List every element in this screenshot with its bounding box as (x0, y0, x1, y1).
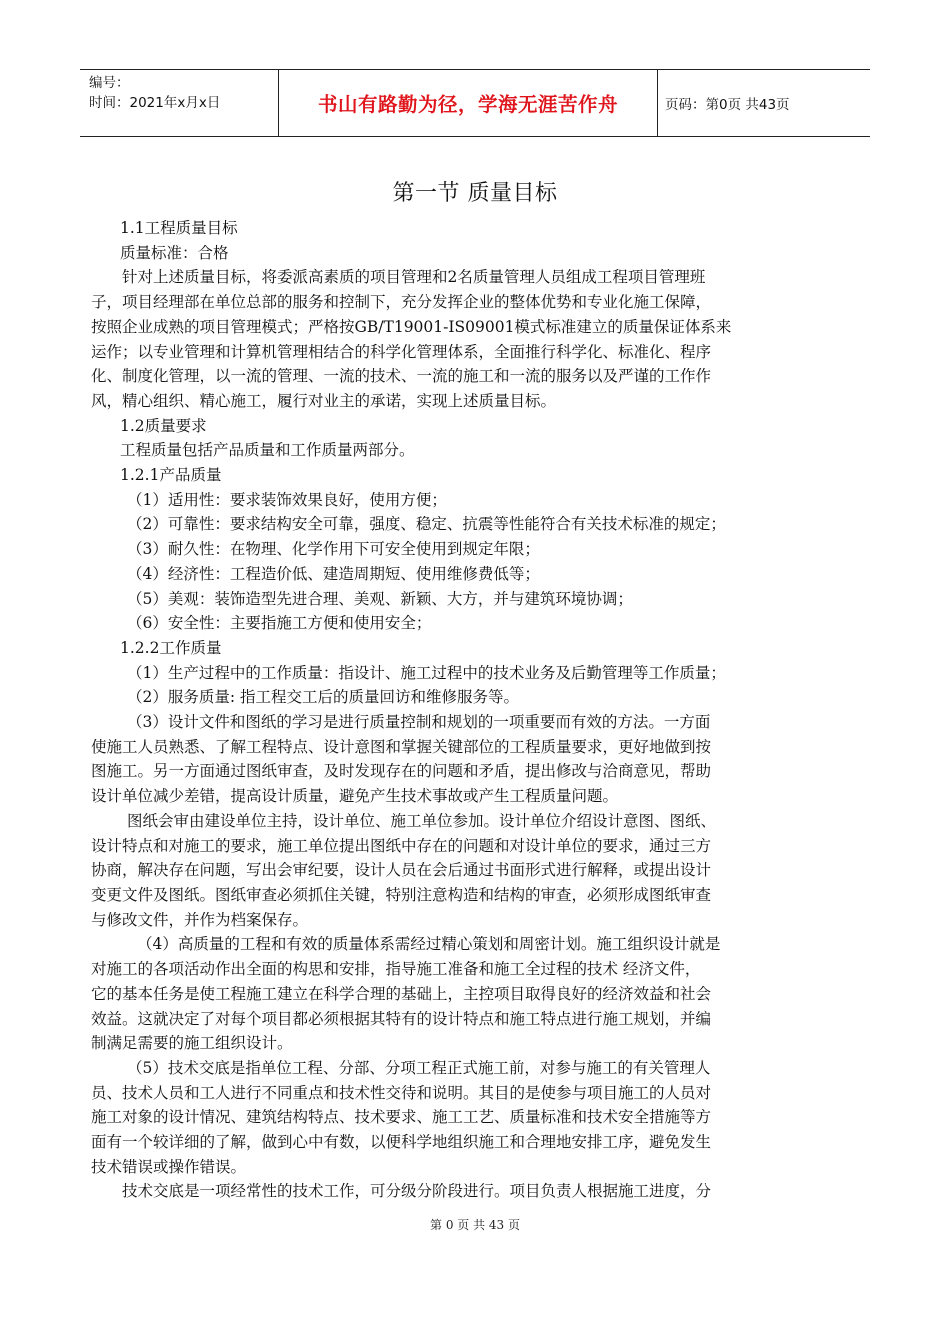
text-line: （2）服务质量: 指工程交工后的质量回访和维修服务等。 (127, 688, 520, 707)
text-line: 制满足需要的施工组织设计。 (91, 1034, 293, 1053)
text-line: （6）安全性：主要指施工方便和使用安全； (127, 614, 432, 633)
text-line: 设计特点和对施工的要求，施工单位提出图纸中存在的问题和对设计单位的要求，通过三方 (91, 836, 712, 855)
text-line: 它的基本任务是使工程施工建立在科学合理的基础上，主控项目取得良好的经济效益和社会 (91, 984, 712, 1003)
page-footer: 第 0 页 共 43 页 (430, 1218, 520, 1232)
text-line: （3）设计文件和图纸的学习是进行质量控制和规划的一项重要而有效的方法。一方面 (127, 713, 711, 732)
text-line: 针对上述质量目标，将委派高素质的项目管理和2名质量管理人员组成工程项目管理班 (122, 268, 706, 287)
number-label: 编号： (89, 75, 130, 91)
text-line: （4）经济性：工程造价低、建造周期短、使用维修费低等； (127, 564, 540, 583)
text-line: 按照企业成熟的项目管理模式；严格按GB/T19001-IS09001模式标准建立的质量保证体系来 (91, 317, 732, 336)
text-line: 技术错误或操作错误。 (91, 1157, 247, 1176)
text-line: 图施工。另一方面通过图纸审查，及时发现存在的问题和矛盾，提出修改与洽商意见，帮助 (91, 762, 712, 781)
text-line: 1.2.2工作质量 (120, 638, 222, 657)
list-item-4 (91, 562, 861, 587)
text-line: 变更文件及图纸。图纸审查必须抓住关键，特别注意构造和结构的审查，必须形成图纸审查 (91, 885, 712, 904)
text-line: 与修改文件，并作为档案保存。 (91, 910, 309, 929)
list-item-6 (91, 611, 861, 636)
list-item-5 (91, 587, 861, 612)
text-line: 化、制度化管理，以一流的管理、一流的技术、一流的施工和一流的服务以及严谨的工作作 (91, 367, 712, 386)
text-line: 运作；以专业管理和计算机管理相结合的科学化管理体系，全面推行科学化、标准化、程序 (91, 342, 712, 361)
text-line: 风，精心组织、精心施工，履行对业主的承诺，实现上述质量目标。 (91, 391, 557, 410)
work-quality-item-1 (91, 661, 861, 686)
page-info: 页码：第0页 共43页 (665, 97, 790, 113)
header-table (80, 69, 870, 137)
text-line: 子，项目经理部在单位总部的服务和控制下，充分发挥企业的整体优势和专业化施工保障， (91, 293, 712, 312)
section-title: 第一节 质量目标 (392, 181, 558, 206)
paragraph-construction-plan (91, 932, 861, 1056)
text-line: 施工对象的设计情况、建筑结构特点、技术要求、施工工艺、质量标准和技术安全措施等方 (91, 1108, 712, 1127)
text-line: 使施工人员熟悉、了解工程特点、设计意图和掌握关键部位的工程质量要求，更好地做到按 (91, 737, 712, 756)
text-line: 工程质量包括产品质量和工作质量两部分。 (120, 441, 415, 460)
motto-text: 书山有路勤为径，学海无涯苦作舟 (317, 93, 618, 116)
paragraph-quality-goal (91, 265, 861, 413)
text-line: （1）适用性：要求装饰效果良好，使用方便； (127, 490, 447, 509)
heading-1-1 (91, 216, 861, 241)
text-line: 面有一个较详细的了解，做到心中有数，以便科学地组织施工和合理地安排工序，避免发生 (91, 1133, 712, 1152)
text-line: 图纸会审由建设单位主持，设计单位、施工单位参加。设计单位介绍设计意图、图纸、 (127, 811, 717, 830)
heading-1-2 (91, 414, 861, 439)
heading-1-2-2 (91, 636, 861, 661)
heading-1-2-1 (91, 463, 861, 488)
text-line: 协商，解决存在问题，写出会审纪要，设计人员在会后通过书面形式进行解释，或提出设计 (91, 861, 712, 880)
time-label: 时间：2021年x月x日 (89, 95, 221, 111)
text-line: 1.2质量要求 (120, 416, 207, 435)
text-line: 设计单位减少差错，提高设计质量，避免产生技术事故或产生工程质量问题。 (91, 787, 619, 806)
list-item-1 (91, 488, 861, 513)
paragraph-drawing-review (91, 809, 861, 933)
text-line: （2）可靠性：要求结构安全可靠，强度、稳定、抗震等性能符合有关技术标准的规定； (127, 515, 726, 534)
quality-standard (91, 241, 861, 266)
header-meta-cell (80, 70, 279, 136)
text-line: 效益。这就决定了对每个项目都必须根据其特有的设计特点和施工特点进行施工规划，并编 (91, 1009, 712, 1028)
document-body (91, 216, 861, 1204)
header-page-cell (658, 70, 870, 136)
text-line: 1.1工程质量目标 (120, 219, 238, 237)
paragraph-quality-parts (91, 438, 861, 463)
text-line: （5）技术交底是指单位工程、分部、分项工程正式施工前，对参与施工的有关管理人 (127, 1058, 711, 1077)
text-line: 1.2.1产品质量 (120, 466, 222, 485)
list-item-2 (91, 512, 861, 537)
text-line: 对施工的各项活动作出全面的构思和安排，指导施工准备和施工全过程的技术 经济文件， (91, 960, 701, 979)
header-motto-cell (279, 70, 658, 136)
work-quality-item-2 (91, 685, 861, 710)
text-line: 技术交底是一项经常性的技术工作，可分级分阶段进行。项目负责人根据施工进度，分 (122, 1182, 712, 1201)
list-item-3 (91, 537, 861, 562)
paragraph-design-docs (91, 710, 861, 809)
text-line: （4）高质量的工程和有效的质量体系需经过精心策划和周密计划。施工组织设计就是 (137, 935, 721, 954)
text-line: （1）生产过程中的工作质量：指设计、施工过程中的技术业务及后勤管理等工作质量； (127, 663, 726, 682)
text-line: 员、技术人员和工人进行不同重点和技术性交待和说明。其目的是使参与项目施工的人员对 (91, 1083, 712, 1102)
text-line: 质量标准：合格 (120, 243, 229, 262)
text-line: （5）美观：装饰造型先进合理、美观、新颖、大方，并与建筑环境协调； (127, 589, 633, 608)
paragraph-technical-briefing (91, 1056, 861, 1180)
text-line: （3）耐久性：在物理、化学作用下可安全使用到规定年限； (127, 540, 540, 559)
paragraph-briefing-levels (91, 1179, 861, 1204)
